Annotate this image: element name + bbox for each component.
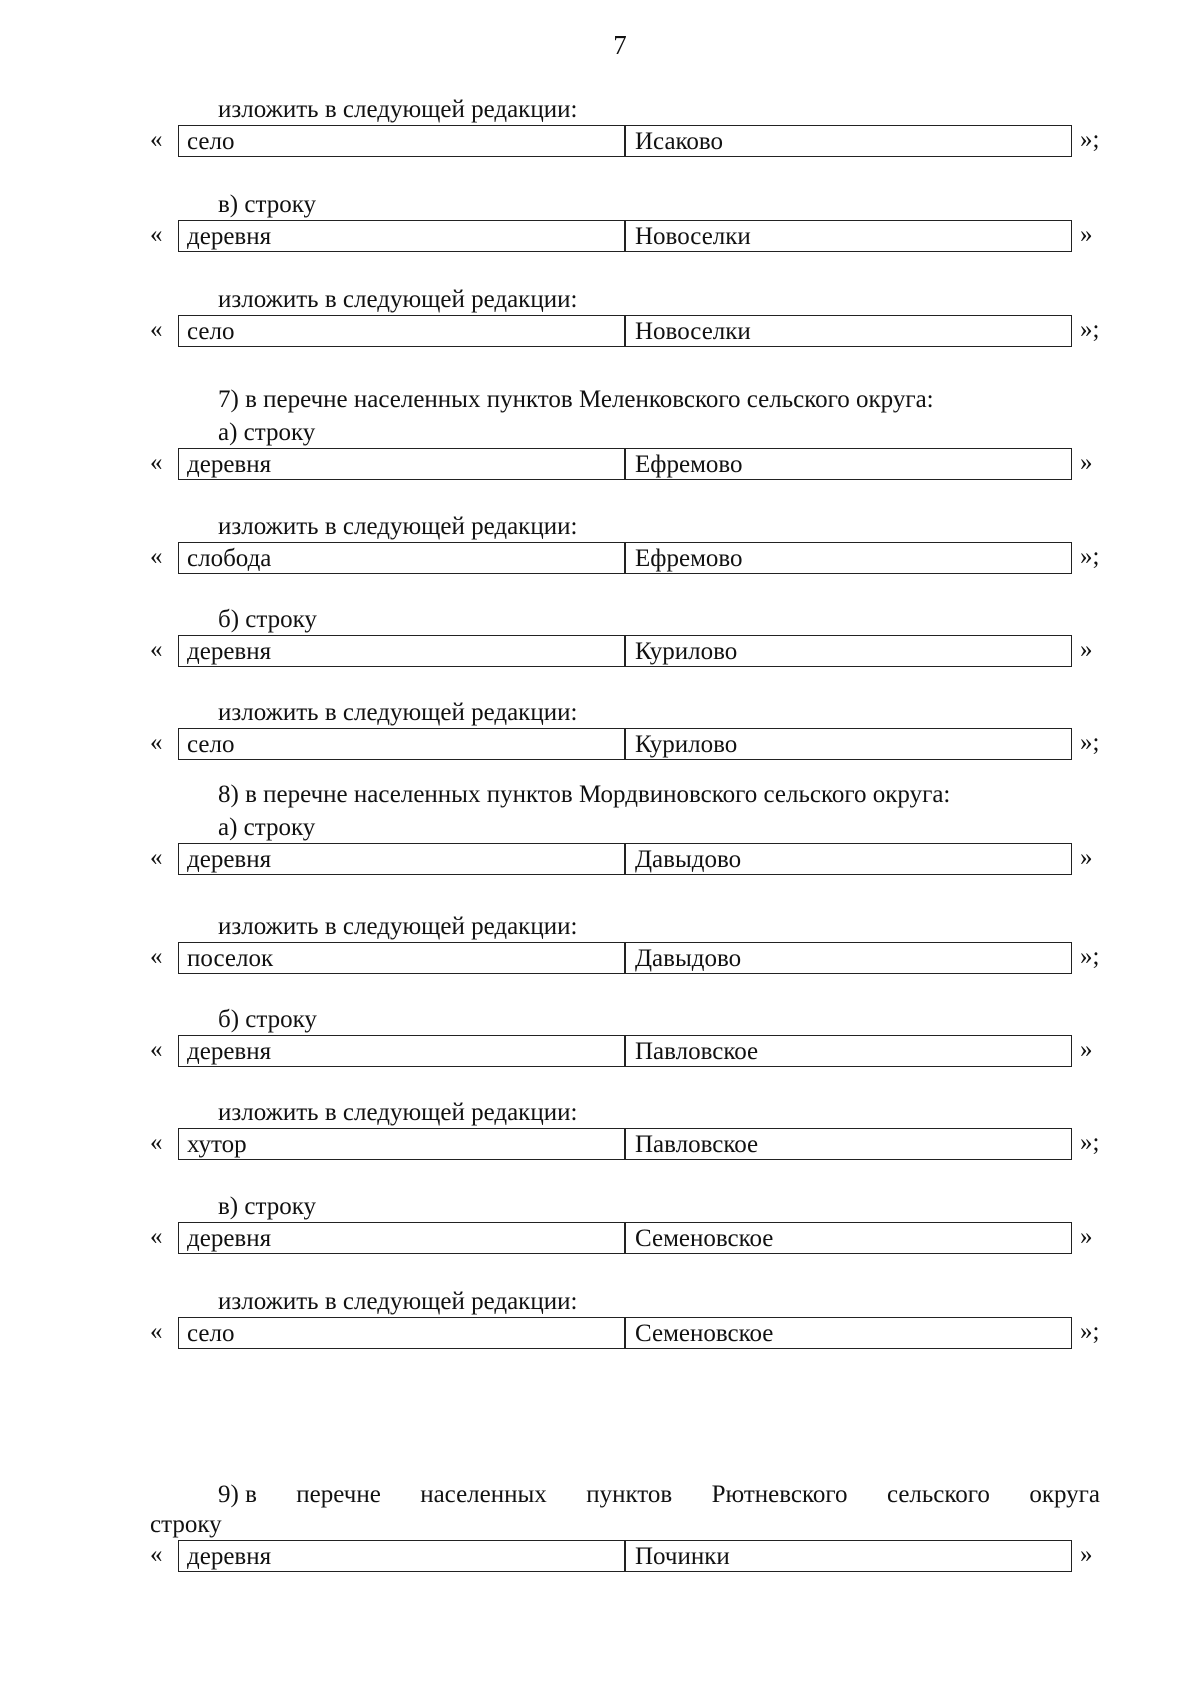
- settlement-type: село: [187, 731, 235, 758]
- open-quote: «: [150, 636, 163, 663]
- settlement-type: деревня: [187, 1225, 272, 1252]
- settlement-type: хутор: [187, 1131, 247, 1158]
- close-quote: »;: [1080, 943, 1100, 970]
- open-quote: «: [150, 449, 163, 476]
- settlement-name: Павловское: [635, 1038, 759, 1065]
- close-quote: »;: [1080, 543, 1100, 570]
- column-divider: [624, 636, 626, 666]
- instruction-label: в) строку: [218, 1193, 316, 1220]
- close-quote: »: [1080, 221, 1093, 248]
- column-divider: [624, 543, 626, 573]
- settlement-name: Курилово: [635, 731, 738, 758]
- heading-continuation: строку: [150, 1511, 222, 1538]
- open-quote: «: [150, 1129, 163, 1156]
- close-quote: »: [1080, 1223, 1093, 1250]
- instruction-label: б) строку: [218, 606, 317, 633]
- instruction-label: в) строку: [218, 191, 316, 218]
- section-heading: 7) в перечне населенных пунктов Меленковского сельского округа:: [218, 386, 934, 413]
- heading-word: сельского: [886, 1481, 990, 1508]
- column-divider: [624, 126, 626, 156]
- settlement-type: деревня: [187, 1543, 272, 1570]
- column-divider: [624, 316, 626, 346]
- column-divider: [624, 1036, 626, 1066]
- heading-word: Рютневского: [711, 1481, 848, 1508]
- column-divider: [624, 1129, 626, 1159]
- table-row: [178, 220, 1072, 252]
- settlement-name: Павловское: [635, 1131, 759, 1158]
- table-row: [178, 1540, 1072, 1572]
- settlement-type: поселок: [187, 945, 274, 972]
- settlement-name: Давыдово: [635, 945, 742, 972]
- settlement-name: Давыдово: [635, 846, 742, 873]
- column-divider: [624, 1318, 626, 1348]
- close-quote: »: [1080, 449, 1093, 476]
- settlement-type: село: [187, 1320, 235, 1347]
- settlement-name: Ефремово: [635, 545, 743, 572]
- open-quote: «: [150, 844, 163, 871]
- settlement-type: деревня: [187, 451, 272, 478]
- instruction-label: изложить в следующей редакции:: [218, 286, 578, 313]
- instruction-label: изложить в следующей редакции:: [218, 1099, 578, 1126]
- open-quote: «: [150, 221, 163, 248]
- table-row: [178, 542, 1072, 574]
- close-quote: »;: [1080, 316, 1100, 343]
- settlement-type: деревня: [187, 638, 272, 665]
- open-quote: «: [150, 943, 163, 970]
- column-divider: [624, 1541, 626, 1571]
- instruction-label: б) строку: [218, 1006, 317, 1033]
- open-quote: «: [150, 1223, 163, 1250]
- heading-word: округа: [1029, 1481, 1100, 1508]
- open-quote: «: [150, 316, 163, 343]
- close-quote: »;: [1080, 1129, 1100, 1156]
- close-quote: »: [1080, 844, 1093, 871]
- table-row: [178, 1317, 1072, 1349]
- open-quote: «: [150, 1318, 163, 1345]
- table-row: [178, 125, 1072, 157]
- open-quote: «: [150, 1541, 163, 1568]
- settlement-type: деревня: [187, 1038, 272, 1065]
- settlement-type: слобода: [187, 545, 272, 572]
- open-quote: «: [150, 1036, 163, 1063]
- close-quote: »;: [1080, 1318, 1100, 1345]
- heading-word: населенных: [420, 1481, 547, 1508]
- table-row: [178, 315, 1072, 347]
- settlement-type: деревня: [187, 223, 272, 250]
- column-divider: [624, 1223, 626, 1253]
- instruction-label: а) строку: [218, 814, 316, 841]
- table-row: [178, 728, 1072, 760]
- close-quote: »;: [1080, 729, 1100, 756]
- settlement-name: Семеновское: [635, 1320, 774, 1347]
- instruction-label: изложить в следующей редакции:: [218, 513, 578, 540]
- settlement-type: деревня: [187, 846, 272, 873]
- heading-word: 9) в: [218, 1481, 257, 1508]
- settlement-name: Новоселки: [635, 318, 751, 345]
- open-quote: «: [150, 729, 163, 756]
- settlement-name: Ефремово: [635, 451, 743, 478]
- column-divider: [624, 221, 626, 251]
- table-row: [178, 1128, 1072, 1160]
- column-divider: [624, 449, 626, 479]
- settlement-name: Семеновское: [635, 1225, 774, 1252]
- column-divider: [624, 844, 626, 874]
- column-divider: [624, 943, 626, 973]
- instruction-label: изложить в следующей редакции:: [218, 96, 578, 123]
- settlement-type: село: [187, 128, 235, 155]
- table-row: [178, 942, 1072, 974]
- table-row: [178, 1035, 1072, 1067]
- open-quote: «: [150, 126, 163, 153]
- heading-word: перечне: [296, 1481, 381, 1508]
- settlement-name: Новоселки: [635, 223, 751, 250]
- column-divider: [624, 729, 626, 759]
- instruction-label: изложить в следующей редакции:: [218, 699, 578, 726]
- table-row: [178, 1222, 1072, 1254]
- instruction-label: изложить в следующей редакции:: [218, 913, 578, 940]
- section-heading: [218, 1480, 1100, 1510]
- table-row: [178, 448, 1072, 480]
- settlement-type: село: [187, 318, 235, 345]
- heading-word: пунктов: [586, 1481, 673, 1508]
- table-row: [178, 635, 1072, 667]
- page-number: 7: [613, 30, 627, 60]
- settlement-name: Курилово: [635, 638, 738, 665]
- section-heading: 8) в перечне населенных пунктов Мордвиновского сельского округа:: [218, 781, 951, 808]
- open-quote: «: [150, 543, 163, 570]
- instruction-label: а) строку: [218, 419, 316, 446]
- table-row: [178, 843, 1072, 875]
- close-quote: »: [1080, 1036, 1093, 1063]
- close-quote: »;: [1080, 126, 1100, 153]
- close-quote: »: [1080, 1541, 1093, 1568]
- close-quote: »: [1080, 636, 1093, 663]
- settlement-name: Починки: [635, 1543, 730, 1570]
- settlement-name: Исаково: [635, 128, 724, 155]
- instruction-label: изложить в следующей редакции:: [218, 1288, 578, 1315]
